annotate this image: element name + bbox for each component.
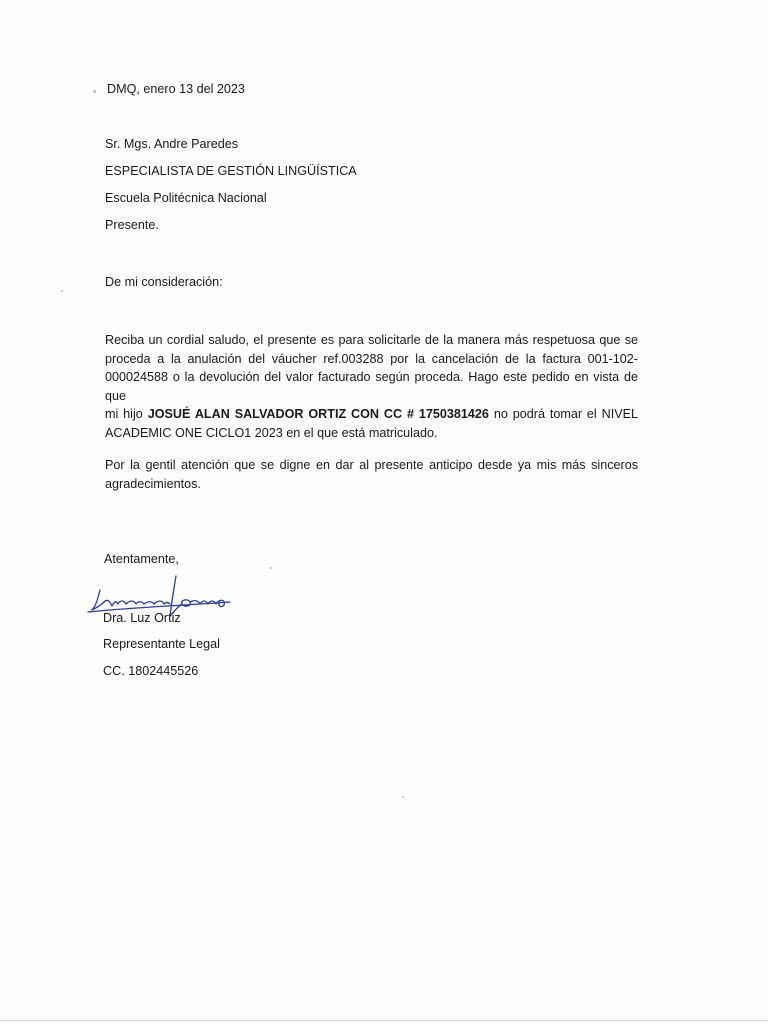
body-text: no podrá tomar el NIVEL [493, 407, 639, 422]
body-text: mi hijo [105, 407, 143, 422]
scan-speck [270, 567, 272, 569]
student-name-id: JOSUÉ ALAN SALVADOR ORTIZ CON CC # 1750381426 [147, 407, 489, 422]
body-line: proceda a la anulación del váucher ref.003288 por la cancelación de la factura 001-102- [105, 351, 638, 366]
scan-speck [402, 796, 404, 798]
page-edge-line [0, 1020, 768, 1021]
signer-name: Dra. Luz Ortiz [103, 611, 181, 625]
body-line: Por la gentil atención que se digne en dar al presente anticipo desde ya mis más sinceros [105, 458, 638, 472]
letter-date: DMQ, enero 13 del 2023 [107, 82, 245, 96]
scan-speck [93, 90, 96, 93]
body-line: 000024588 o la devolución del valor facturado según proceda. Hago este pedido en vista de que [105, 370, 638, 403]
signer-id: CC. 1802445526 [103, 664, 199, 678]
body-line: ACADEMIC ONE CICLO1 2023 en el que está matriculado. [105, 425, 438, 440]
body-line-with-student [105, 405, 638, 424]
body-paragraph-1 [105, 331, 638, 443]
recipient-institution: Escuela Politécnica Nacional [105, 191, 267, 205]
closing: Atentamente, [104, 552, 179, 566]
body-line: Reciba un cordial saludo, el presente es para solicitarle de la manera más respetuosa que se [105, 333, 638, 347]
recipient-title: ESPECIALISTA DE GESTIÓN LINGÜÍSTICA [105, 164, 357, 178]
scan-speck [61, 290, 63, 292]
body-paragraph-2 [105, 456, 638, 493]
body-line: agradecimientos. [105, 476, 201, 491]
recipient-name: Sr. Mgs. Andre Paredes [105, 137, 239, 151]
signer-role: Representante Legal [103, 637, 220, 651]
salutation: De mi consideración: [105, 275, 223, 289]
recipient-presente: Presente. [105, 218, 159, 232]
